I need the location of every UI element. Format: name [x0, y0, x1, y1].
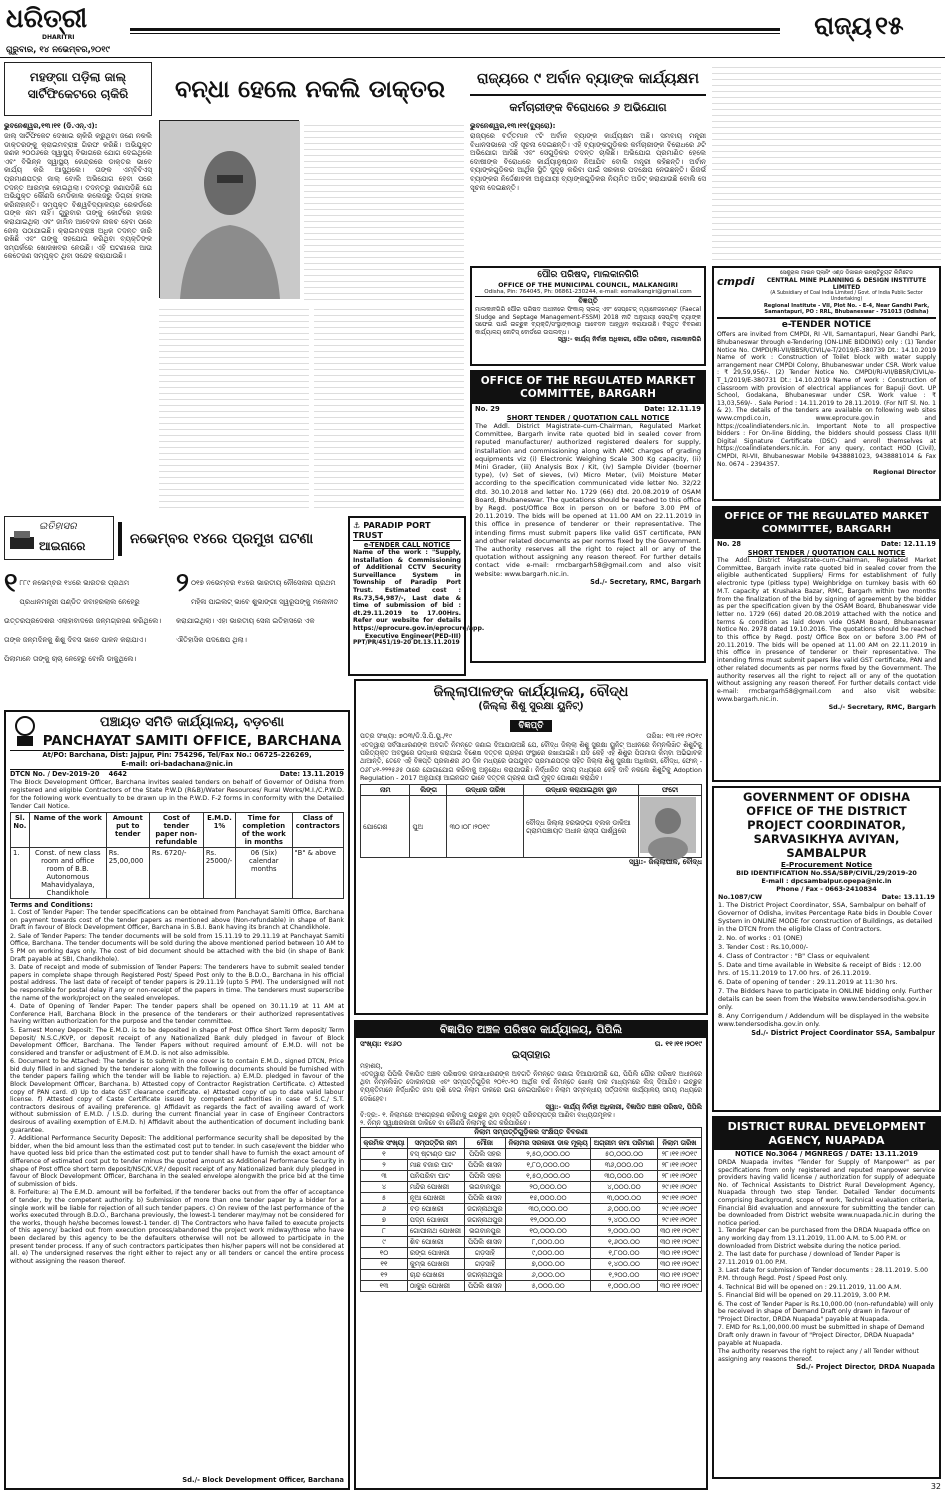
nuapada-notice-no: NOTICE No.3064 / MGNREGS / DATE: 13.11.2019: [734, 1150, 919, 1158]
ad-rmc-bargarh-29: [470, 370, 706, 663]
anchor-icon: ⚓: [353, 520, 361, 530]
pipili-td: ୨,୦୦୦.୦୦: [591, 1225, 657, 1236]
bank-body: ରାଜ୍ୟରେ ବର୍ତ୍ତମାନ ୯ଟି ଅର୍ବାନ ବ୍ୟାଙ୍କ କାର୍ଯ୍ୟକ୍ଷମ ଅଛି। ସମବାୟ ମନ୍ତ୍ରୀ ବିଧାନସଭାରେ ଏହି ସୂଚନା ଦେଇଛନ୍ତି। ଏହି ବ୍ୟାଙ୍କଗୁଡ଼ିକର କର୍ମଚାରୀଙ୍କ ବିରୋଧରେ ୬ଟି ଅଭିଯୋଗ ଆସିଛି ଏବଂ ସେଗୁଡ଼ିକର ତଦନ୍ତ ଚାଲିଛି। ଅଭିଯୋଗ ପ୍ରମାଣିତ ହେଲେ ଦୋଷୀଙ୍କ ବିରୋଧରେ କାର୍ଯ୍ୟାନୁଷ୍ଠାନ ନିଆଯିବ ବୋଲି ମନ୍ତ୍ରୀ କହିଛନ୍ତି। ଅର୍ବାନ ବ୍ୟାଙ୍କଗୁଡ଼ିକର ଆର୍ଥିକ ସ୍ଥିତି ସୁଦୃଢ଼ କରିବା ପାଇଁ ସରକାର ପଦକ୍ଷେପ ନେଉଛନ୍ତି। ରିଜର୍ଭ ବ୍ୟାଙ୍କର ନିର୍ଦ୍ଦେଶାବଳୀ ଅନୁଯାୟୀ ବ୍ୟାଙ୍କଗୁଡ଼ିକର ନିୟମିତ ଅଡିଟ୍‌ କରାଯାଉଛି ବୋଲି ସେ ସୂଚନା ଦେଇଛନ୍ତି।: [470, 132, 706, 192]
pipili-td: ୭: [361, 1214, 408, 1225]
nuapada-item: 4. Technical Bid will be opened on : 29.11.2019, 11.00 A.M.: [718, 1283, 902, 1291]
pipili-note2: ୨. ନିମ୍ନ ସ୍ୱାକ୍ଷରକାରୀ ଡାକିବେ ବା କୌଣସି ନିଲାମକୁ ରଦ୍ଦ କରିପାରିବେ।: [360, 1118, 531, 1127]
pipili-td: ୧୧: [361, 1258, 408, 1269]
malkangiri-notice-label: ବିଜ୍ଞପ୍ତି: [578, 297, 598, 305]
barchana-terms-title: Terms and Conditions:: [10, 901, 93, 909]
nuapada-item: 5. Financial Bid will be opened on 29.11.2019, 3.00 P.M.: [718, 1292, 891, 1300]
pipili-td: ୩୦,୦୦୦.୦୦: [591, 1170, 657, 1181]
pipili-td: ୯,୦୦୦.୦୦: [505, 1247, 590, 1258]
barchana-term: 7. Additional Performance Security Deposit: The additional performance security shall be deposited by the bidder, when the bid amount less than the estimated cost put to tender. In such case/event the bidder who have quoted less bid price than the estimated cost put to tender shall have to furnish the exact amount of difference of estimated cost put to tender minus the quoted amount as Additional Performance Security in shape of Post office short term deposit/NSC/K.V.P./ deposit receipt of any Nationalized bank duly pledged in favour of Block Development Officer, Barchana in the sealed envelope alongwith the price bid at the time of submission of bids.: [10, 1135, 344, 1188]
sambalpur-no: No.1087/CW: [718, 893, 763, 901]
paradip-sign: Executive Engineer(PED-III): [364, 632, 461, 640]
barchana-th: E.M.D. 1%: [203, 813, 235, 848]
pipili-td: ୪: [361, 1181, 408, 1192]
sambalpur-subtitle: E-Procurement Notice: [780, 860, 873, 869]
sambalpur-email: E-mail : dpcsambalpur.opepa@nic.in: [761, 877, 892, 885]
barchana-date: Date: 13.11.2019: [279, 770, 344, 778]
pipili-td: ୩୦।୧୧।୨୦୧୯: [657, 1258, 701, 1269]
story-body-col3: [159, 304, 309, 512]
pipili-td: ପିପିଲି ସହର: [464, 1148, 505, 1159]
pipili-td: ୨୮।୧୧।୨୦୧୯: [657, 1148, 701, 1159]
pipili-note1: ବି:ଦ୍ର:- ୧. ନିଲାମରେ ଅଂଶଗ୍ରହଣ କରିବାକୁ ଇଚ୍ଛୁକ ଥିବା ବ୍ୟକ୍ତି ପରିଚୟପତ୍ର ଆଣିବା ବାଧ୍ୟତାମୂଳକ।: [360, 1110, 615, 1119]
story-continuation: [712, 62, 941, 262]
barchana-term: 4. Date of Opening of Tender Paper: The tender papers shall be opened on 30.11.19 at 11 AM at Conference Hall, Barchana Block in the presence of the tenderers or their authorized representatives having written authorization for the purpose and the tender committee.: [10, 1003, 344, 1026]
barchana-term: 2. Sale of Tender Papers: The tender documents will be sold from 15.11.19 to 29.11.19 at Panchayat Samiti Office, Barchana. The tender documents will be sold during the above mentioned period between 10 AM to 5 PM on working days only. The cost of bid document should be attached with the bid (in shape of Bank Draft payable at SBI, Chandikhole).: [10, 932, 344, 963]
newspaper-logo-sub: DHARITRI: [42, 34, 75, 41]
pipili-table-row: [361, 1170, 702, 1181]
pipili-date: ତା. ୧୧।୧୧।୨୦୧୯: [654, 1040, 702, 1048]
story-body-col4: [314, 304, 464, 512]
sambalpur-item: 5. Date and time available in Website & receipt of Bids : 12.00 hrs. of 15.11.2019 to 17.00 hrs. of 26.11.2019.: [718, 961, 922, 977]
pipili-td: ପିପିଲି ଶାସନ: [464, 1159, 505, 1170]
barchana-td: 06 (Six) calendar months: [236, 848, 292, 899]
pipili-th: ସମ୍ପତ୍ତିର ନାମ: [407, 1137, 464, 1148]
nuapada-outro: The authority reserves the right to reject any / all Tender without assigning any reasons thereof.: [718, 1348, 919, 1363]
pipili-td: ୧,୫୦,୦୦୦.୦୦: [505, 1170, 590, 1181]
cmpdi-notice-title: e-TENDER NOTICE: [781, 320, 872, 331]
cmpdi-address: Regional Institute - VII, Plot No. - E-4, Near Gandhi Park,: [763, 302, 930, 309]
pipili-td: ୨,୫୦,୦୦୦.୦୦: [505, 1148, 590, 1159]
pipili-td: ୩୦,୦୦୦.୦୦: [505, 1203, 590, 1214]
pipili-td: ୧୫,୦୦୦.୦୦: [505, 1192, 590, 1203]
story-headline: ବନ୍ଧା ହେଲେ ନକଲି ଡାକ୍ତର: [174, 75, 446, 103]
history-item-1: [4, 570, 169, 706]
pipili-table-row: [361, 1247, 702, 1258]
boudh-td: ଯୋଗେଶ: [361, 796, 410, 858]
newspaper-logo: ଧରିତ୍ରୀ: [6, 4, 88, 34]
nuapada-sign: Sd./- Project Director, DRDA Nuapada: [796, 1363, 935, 1372]
history-logo-line1: ଇତିହାସର: [39, 521, 77, 532]
section-name: ରାଜ୍ୟ: [814, 11, 872, 40]
boudh-td: ପୁଅ: [410, 796, 447, 858]
barchana-title-en: PANCHAYAT SAMITI OFFICE, BARCHANA: [42, 733, 342, 749]
pipili-td: ଗୋପୀନାଥ ପୋଖରୀ: [407, 1225, 464, 1236]
pipili-td: ଭଗବାନପୁର: [464, 1225, 505, 1236]
ad-paradip-port: [348, 516, 485, 676]
pipili-td: ୩୦।୧୧।୨୦୧୯: [657, 1236, 701, 1247]
pipili-td: ୬: [361, 1203, 408, 1214]
story-urban-bank: [470, 62, 706, 262]
barchana-th: Sl. No.: [11, 813, 30, 848]
pipili-table: [360, 1137, 702, 1292]
pipili-td: କୁମ୍ଭ ପୋଖରୀ: [407, 1258, 464, 1269]
person-photo-icon: [160, 121, 300, 299]
pipili-td: ୨୮।୧୧।୨୦୧୯: [657, 1170, 701, 1181]
sambalpur-item: 1. The District Project Coordinator, SSA, Sambalpur on behalf of Governor of Odisha, invites Percentage Rate bids in Double Cover System in ONLINE MODE for construction of Buildings, as detailed in the DTCN from the eligible Class of Contractors.: [718, 901, 933, 933]
boudh-th: ଉଦ୍ଧାର କରାଯାଇଥିବା ସ୍ଥାନ: [524, 785, 639, 796]
barchana-email: E-mail: ori-badachana@nic.in: [10, 760, 344, 770]
typewriter-icon: [9, 529, 35, 551]
story-body-col1: ଜାଲ୍‌ ସାର୍ଟିଫିକେଟ ଦେଖାଇ ଚାକିରି କରୁଥିବା ଜଣେ ନକଲି ଡାକ୍ତରଙ୍କୁ କ୍ରାଇମବ୍ରାଞ୍ଚ ଗିରଫ କରିଛି। ଅଭିଯୁକ୍ତ ଜଣକ ୨୦୦୬ରେ ସ୍ୱାସ୍ଥ୍ୟ ବିଭାଗରେ ଯୋଗ ଦେଇଥିଲେ ଏବଂ ବିଭିନ୍ନ ସ୍ୱାସ୍ଥ୍ୟ କେନ୍ଦ୍ରରେ ଡାକ୍ତର ଭାବେ କାର୍ଯ୍ୟ କରି ଆସୁଥିଲେ। ତାଙ୍କ ଏମ୍‌ବିବିଏସ୍‌ ପ୍ରମାଣପତ୍ର ଜାଲ୍‌ ବୋଲି ଅଭିଯୋଗ ହେବା ପରେ ତଦନ୍ତ ଆରମ୍ଭ ହୋଇଥିଲା। ତଦନ୍ତରୁ ଜଣାପଡ଼ିଛି ଯେ ଅଭିଯୁକ୍ତ କୌଣସି ମେଡିକାଲ କଲେଜରୁ ଡିଗ୍ରୀ ହାସଲ କରିନାହାନ୍ତି। ସମ୍ପୃକ୍ତ ବିଶ୍ୱବିଦ୍ୟାଳୟର ରେକର୍ଡରେ ତାଙ୍କ ନାମ ନାହିଁ। ଗୁରୁବାର ତାଙ୍କୁ କୋର୍ଟରେ ହାଜର କରାଯାଇଥିଲା ଏବଂ ଜାମିନ ଆବେଦନ ନାକଚ ହେବା ପରେ ଜେଲ୍‌ ପଠାଯାଇଛି। କ୍ରାଇମବ୍ରାଞ୍ଚ ଅଧିକ ତଦନ୍ତ ଜାରି ରଖିଛି ଏବଂ ତାଙ୍କୁ ସହଯୋଗ କରିଥିବା ବ୍ୟକ୍ତିଙ୍କ ସମ୍ପର୍କରେ ଖୋଜଖବର ନେଉଛି। ଏହି ଘଟଣାରେ ଆଉ କେତେଜଣ ସମ୍ପୃକ୍ତ ଥିବା ସନ୍ଦେହ କରାଯାଉଛି।: [4, 132, 152, 261]
pipili-td: ୧,୨୦୦.୦୦: [591, 1269, 657, 1280]
story-body-col2: [304, 120, 464, 300]
history-title: ନଭେମ୍ବର ୧୪ରେ ପ୍ରମୁଖ ଘଟଣା: [118, 522, 344, 556]
pipili-table-row: [361, 1181, 702, 1192]
rmc1-sign: Sd./- Secretary, RMC, Bargarh: [590, 577, 701, 586]
pipili-title: ବିଜ୍ଞାପିତ ଅଞ୍ଚଳ ପରିଷଦ କାର୍ଯ୍ୟାଳୟ, ପିପିଲି: [356, 1022, 706, 1038]
barchana-term: 3. Date of receipt and mode of submission of Tender Papers: The tenderers have to submit sealed tender papers in complete shape through Registered Post/ Speed Post only to the B.D.O., Barchana in his official postal address. The last date of receipt of tender papers is 29.11.19 (upto 5 PM). The undersigned will not be responsible for postal delay if any or non-receipt of the papers in time. The tenderers must superscribe the name of the work/project on the sealed envelopes.: [10, 964, 344, 1002]
pipili-table-row: [361, 1192, 702, 1203]
paradip-title: [353, 520, 461, 541]
sambalpur-item: 2. No. of works : 01 (ONE): [718, 934, 803, 942]
paradip-subtitle: e-TENDER CALL NOTICE: [363, 541, 451, 549]
pipili-td: ୬,୦୦୦.୦୦: [591, 1203, 657, 1214]
ad-malkangiri: [470, 266, 706, 366]
pipili-td: ୧୦: [361, 1247, 408, 1258]
rmc2-body: The Addl. District Magistrate-cum-Chairman, Regulated Market Committee, Bargarh invite rate quoted bid in sealed cover from the eligible authenticated Suppliers/ Firms for establishment of fully electronic type (pitless type) Weighbridge on turnkey basis with 60 M.T. capacity at Krushaka Bazar, RMC, Bargarh within two months from the finalization of the bid by signing of agreement by the bidder as per the specification given by the OSAM Board, Bhubaneswar vide letter no. 1729 (66) dated 20.08.2019 attached with the notice and terms & condition as laid down vide OSAM Board, Bhubaneswar Notice No. 2978 dated 19.10.2016. The quotations should be reached to this office by Regd. post/ Office Box on or before 3.00 PM of 20.11.2019. The bids will be opened at 11.00 AM on 22.11.2019 in this office in presence of tenderer or their representative. The intending firms must submit papers like valid GST certificate, PAN and other related documents as per norms fixed by the Government. The authority reserves all the right to reject all or any of the quotation without assigning any reason thereof. For further details contact vide e-mail: rmcbargarh58@gmail.com and also visit website: www.bargarh.nic.in.: [717, 557, 936, 703]
pipili-td: ୬,୦୦୦.୦୦: [505, 1269, 590, 1280]
boudh-th: ନାମ: [361, 785, 410, 796]
pipili-td: ପଦ୍ମ ପୋଖରୀ: [407, 1214, 464, 1225]
rmc1-date: Date: 12.11.19: [644, 405, 701, 413]
barchana-table: [10, 812, 344, 899]
history-item-1-text: ୮୮୯ ନଭେମ୍ବର ୧୪ରେ ଭାରତର ପ୍ରଥମ ପ୍ରଧାନମନ୍ତ୍ରୀ ପଣ୍ଡିତ ଜବାହରଲାଲ ନେହେରୁ ଉତ୍ତରପ୍ରଦେଶର ଏଲାହାବାଦରେ ଜନ୍ମଗ୍ରହଣ କରିଥିଲେ। ତାଙ୍କ ଜନ୍ମଦିନକୁ ଶିଶୁ ଦିବସ ଭାବେ ପାଳନ କରାଯାଏ। ପିଲାମାନେ ତାଙ୍କୁ ଚାଚା ନେହେରୁ ବୋଲି ଡାକୁଥିଲେ।: [4, 579, 162, 663]
story-kicker: ମହଙ୍ଗା ପଡ଼ିଲା ଜାଲ୍‌ ସାର୍ଟିଫିକେଟରେ ଚାକିରି: [4, 62, 152, 116]
page-number: ୧୫: [875, 11, 904, 40]
pipili-td: ୫,୦୦୦.୦୦: [505, 1280, 590, 1291]
sambalpur-sign: Sd./- District Project Coordinator SSA, Sambalpur: [751, 1029, 935, 1037]
barchana-address: At/PO: Barchana, Dist: Jajpur, Pin: 754296, Tel/Fax No.: 06725-226269,: [42, 751, 312, 759]
pipili-td: ଗଡ଼ସାହି: [464, 1258, 505, 1269]
boudh-subtitle: (ଜିଲ୍ଲା ଶିଶୁ ସୁରକ୍ଷା ୟୁନିଟ୍‌): [478, 701, 584, 712]
nuapada-item: 6. The cost of Tender Paper is Rs.10,000.00 (non-refundable) will only be received in shape of Demand Draft only drawn in favour of "Project Director, DRDA Nuapada" payable at Nuapada.: [718, 1300, 934, 1323]
sambalpur-item: 3. Tender Cost : Rs.10,000/-: [718, 943, 809, 951]
barchana-th: Name of the work: [29, 813, 106, 848]
masthead-rule: [130, 28, 780, 31]
pipili-table-row: [361, 1280, 702, 1291]
pipili-td: ଭଗବାନପୁର: [464, 1181, 505, 1192]
sambalpur-title: GOVERNMENT OF ODISHA OFFICE OF THE DISTRICT PROJECT COORDINATOR, SARVASIKHYA AVIYAN, SAMBALPUR: [743, 790, 910, 860]
pipili-body: ଏତଦ୍ୱାରା ପିପିଲି ବିଜ୍ଞାପିତ ଅଞ୍ଚଳ ପରିଷଦର ଜନସାଧାରଣଙ୍କ ଅବଗତି ନିମନ୍ତେ ଜଣାଇ ଦିଆଯାଉଅଛି ଯେ, ପିପିଲି ପୌର ପରିଷଦ ଅଧୀନରେ ଥିବା ନିମ୍ନଲିଖିତ ଦୋକାନଘର ଏବଂ ସମ୍ପତ୍ତିଗୁଡ଼ିକ ୨୦୧୯-୨୦ ଆର୍ଥିକ ବର୍ଷ ନିମନ୍ତେ ଖୋଲା ଡାକ ମାଧ୍ୟମରେ ଲିଜ୍‌ ଦିଆଯିବ। ଇଚ୍ଛୁକ ବ୍ୟକ୍ତିମାନେ ନିର୍ଦ୍ଧାରିତ ଜମା ରାଶି ଦେଇ ନିଲାମ ଡାକରେ ଭାଗ ନେଇପାରିବେ। ନିଲାମ ସମ୍ବନ୍ଧୀୟ ସର୍ତ୍ତାବଳୀ କାର୍ଯ୍ୟାଳୟ ସମୟ ମଧ୍ୟରେ ଦେଖିହେବ।: [360, 1070, 702, 1103]
boudh-th: ଲିଙ୍ଗ: [410, 785, 447, 796]
pipili-sign: ସ୍ୱା:- କାର୍ଯ୍ୟ ନିର୍ବାହୀ ଅଧିକାରୀ, ବିଜ୍ଞାପିତ ଅଞ୍ଚଳ ପରିଷଦ, ପିପିଲି: [545, 1102, 702, 1111]
pipili-td: ୧,୪୦୦.୦୦: [591, 1258, 657, 1269]
barchana-sign: Sd./- Block Development Officer, Barchana: [182, 1476, 344, 1484]
nuapada-title: DISTRICT RURAL DEVELOPMENT AGENCY, NUAPADA: [714, 1118, 939, 1150]
barchana-td: 1.: [11, 848, 30, 899]
pipili-table-row: [361, 1236, 702, 1247]
barchana-td: Const. of new class room and office room of B.B. Autonomous Mahavidyalaya, Chandikhole: [29, 848, 106, 899]
pipili-td: ବସ୍‌ ଷ୍ଟାଣ୍ଡ ଘାଟ: [407, 1148, 464, 1159]
paradip-body: Name of the work : "Supply, Installation & Commissioning of Additional CCTV Security Surveillance System in Township of Paradip Port Trust. Estimated cost : Rs.73,54,987/-, Last date & time of submission of bid : dt.29.11.2019 to 17.00Hrs. Refer our website for details https://eprocure.gov.in/eprocure/app.: [353, 549, 485, 632]
pipili-salutation: ମହାଶୟ,: [360, 1062, 383, 1070]
pipili-ref: ସଂଖ୍ୟା: ୧୪୬୦: [360, 1040, 402, 1048]
history-item-1-year: ୧: [4, 568, 18, 598]
barchana-th: Time for completion of the work in months: [236, 813, 292, 848]
barchana-term: 5. Earnest Money Deposit: The E.M.D. is to be deposited in shape of Post Office Short Term deposit/ Term Deposit/ N.S.C./KVP, or deposit receipt of any Nationalized Bank duly pledged in favour of Block Development Officer, Barchana. The Tender Papers without required amount of E.M.D. will not be considered and transfer or adjustment of E.M.D. is not also admissible.: [10, 1026, 344, 1057]
ad-drda-nuapada: [712, 1116, 941, 1479]
boudh-td: ବୌଦ୍ଧ ଜିଲ୍ଲା ହରଭଙ୍ଗା ବ୍ଲକ ଡାଳିଆ ଗ୍ରାମପଞ୍ଚାୟତ ଅଧୀନ ରାସ୍ତା ପାର୍ଶ୍ୱରେ: [524, 796, 639, 858]
pipili-table-row: [361, 1214, 702, 1225]
barchana-td: Rs. 6720/-: [149, 848, 203, 899]
barchana-term: 1. Cost of Tender Paper: The tender specifications can be obtained from Panchayat Samiti Office, Barchana on payment towards cost of the tender papers as mentioned above (Non-refundable) in shape of Bank Draft in favour of Block Development Officer, Barchana in S.B.I. Bank having its branch at Chandikhole.: [10, 909, 344, 932]
pipili-notice-label: ଇସ୍ତାହାର: [511, 1050, 551, 1061]
boudh-body: ଏତଦ୍ୱାରା ସର୍ବସାଧାରଣଙ୍କ ଅବଗତି ନିମନ୍ତେ ଜଣାଇ ଦିଆଯାଉଅଛି ଯେ, ବୌଦ୍ଧ ଜିଲ୍ଲା ଶିଶୁ ସୁରକ୍ଷା ୟୁନିଟ୍‌ ଅଧୀନରେ ନିମ୍ନଲିଖିତ ଶିଶୁଟିକୁ ପରିତ୍ୟକ୍ତ ଅବସ୍ଥାରେ ଉଦ୍ଧାର କରାଯାଇ ବିଶେଷ ଦତ୍ତକ ଗ୍ରହଣ ସଂସ୍ଥାରେ ରଖାଯାଇଛି। ଯଦି କେହି ଏହି ଶିଶୁର ପିତାମାତା କିମ୍ବା ଅଭିଭାବକ ଥାଆନ୍ତି, ତେବେ ଏହି ବିଜ୍ଞପ୍ତି ପ୍ରକାଶର ୬୦ ଦିନ ମଧ୍ୟରେ ଉପଯୁକ୍ତ ପ୍ରମାଣପତ୍ର ସହିତ ଜିଲ୍ଲା ଶିଶୁ ସୁରକ୍ଷା ଅଧିକାରୀ, ବୌଦ୍ଧ, ଫୋନ୍‌ - ୦୬୮୪୧-୨୨୨୫୬୫ ଠାରେ ଯୋଗାଯୋଗ କରିବାକୁ ଅନୁରୋଧ କରାଯାଉଛି। ନିର୍ଦ୍ଧାରିତ ସମୟ ମଧ୍ୟରେ କେହି ଦାବି ନକଲେ ଶିଶୁଟିକୁ Adoption Regulation - 2017 ଅନୁଯାୟୀ ଆଇନଗତ ଭାବେ ଦତ୍ତକ ଗ୍ରହଣ ପାଇଁ ମୁକ୍ତ ଘୋଷଣା କରାଯିବ।: [360, 741, 702, 782]
nuapada-item: 7. EMD for Rs.1,00,000.00 must be submitted in shape of Demand Draft only drawn in favour of "Project Director, DRDA Nuapada" payable at Nuapada.: [718, 1324, 925, 1347]
pipili-th: ନିଲାମର ସରକାରୀ ଡାକ ମୂଲ୍ୟ: [505, 1137, 590, 1148]
pipili-td: ୪,୦୦୦.୦୦: [591, 1181, 657, 1192]
pipili-td: ୩୦।୧୧।୨୦୧୯: [657, 1225, 701, 1236]
barchana-no-text: DTCN No. / Dev-2019-20: [10, 770, 100, 778]
pipili-td: ୧,୮୦,୦୦୦.୦୦: [505, 1159, 590, 1170]
pipili-td: ପନିପରିବା ଘାଟ: [407, 1170, 464, 1181]
pipili-td: ୧,୦୦୦.୦୦: [591, 1280, 657, 1291]
history-box: [4, 516, 344, 706]
sambalpur-item: 4. Class of Contractor : "B" Class or equivalent: [718, 952, 870, 960]
pipili-td: ୧,୬୦୦.୦୦: [591, 1236, 657, 1247]
boudh-td: ୩୦।୦୮।୨୦୧୯: [447, 796, 524, 858]
ad-nac-pipili: [354, 1020, 708, 1490]
pipili-td: ପିପିଲି ଶାସନ: [464, 1280, 505, 1291]
history-logo-line2: ଆଇନାରେ: [39, 539, 86, 553]
ad-collector-boudh: [354, 679, 708, 1015]
pipili-td: ଜଗନ୍ନାଥପୁର: [464, 1214, 505, 1225]
sambalpur-bid-id: BID IDENTIFICATION No.SSA/SBP/CIVIL/29/2019-20: [736, 869, 917, 877]
pipili-table-row: [361, 1203, 702, 1214]
malkangiri-title-en: OFFICE OF THE MUNICIPAL COUNCIL, MALKANGIRI: [498, 281, 678, 289]
barchana-intro: The Block Development Officer, Barchana invites sealed tenders on behalf of Governor of Odisha from registered and eligible Contractors of the State P.W.D (R&B)/Water Resources/ Rural Works/M.I./C.P.W.D. for the following work eventually to be drawn up in the P.W.D. F-2 forms in conformity with the Detailed Tender Call Notice.: [10, 778, 344, 810]
pipili-td: ୧,୮୦୦.୦୦: [591, 1247, 657, 1258]
ad-barchana: [4, 710, 350, 1490]
masthead-rule-thin: [130, 33, 780, 34]
pipili-th: ମୌଜା: [464, 1137, 505, 1148]
pipili-th: କ୍ରମିକ ସଂଖ୍ୟା: [361, 1137, 408, 1148]
history-item-2: [176, 570, 344, 706]
boudh-th: ଉଦ୍ଧାର ତାରିଖ: [447, 785, 524, 796]
boudh-ref: ପତ୍ର ସଂଖ୍ୟା: ୭୦୩/ଡି.ସି.ପି.ୟୁ./୧୯: [360, 732, 453, 740]
pipili-td: ୧୩: [361, 1280, 408, 1291]
story-dateline: ଭୁବନେଶ୍ୱର,୧୩।୧୧ (ଡି.ଏନ୍‌.ଏ):: [4, 122, 98, 130]
history-item-2-year: ୨: [176, 568, 189, 598]
pipili-td: ୮,୦୦୦.୦୦: [505, 1236, 590, 1247]
sambalpur-date: Date: 13.11.19: [881, 893, 935, 901]
pipili-td: ରଙ୍ଗ ପୋଖରୀ: [407, 1247, 464, 1258]
story-fake-doctor: [4, 62, 464, 512]
pipili-td: ପିପିଲି ଶାସନ: [464, 1192, 505, 1203]
pipili-td: ନୂଆ ପୋଖରୀ: [407, 1192, 464, 1203]
pipili-td: ୨,୪୦୦.୦୦: [591, 1214, 657, 1225]
barchana-term: 8. Forfeiture: a) The E.M.D. amount will be forfeited, if the tenderer backs out from the offer of acceptance of tender, by the competent authority. b) Submission of more than one tender paper by a bidder for a single work will be liable for rejection of all such tender papers. c) On review of the last performance of the works executed through B.D.O., Barchana previously, the lowest-1 tenderer may/may not be considered for the works, though he/she becomes lowest-1 tender. d) The Contractors who have failed to execute projects of this agency/ backed out from execution process/abandoned the project work midway/those who have been declared by this agency to be the defaulters otherwise will not be allowed to participate in the present tender process. If any of such contractors participates then his/her papers will not be considered at all. e) The undersigned reserves the right either to reject any or all tenders or cancel the entire process without assigning the reason thereof.: [10, 1189, 344, 1265]
pipili-td: ୩୬,୦୦୦.୦୦: [591, 1159, 657, 1170]
history-item-2-text: ୦୧୭ ନଭେମ୍ବର ୧୪ରେ ଭାରତୀୟ ନୌସେନାର ପ୍ରଥମ ମହିଳା ପାଇଲଟ୍‌ ଭାବେ ଶୁଭାଙ୍ଗୀ ସ୍ୱରୂପଙ୍କୁ ମନୋନୀତ କରାଯାଇଥିଲା। ଏହା ଭାରତୀୟ ସେନା ଇତିହାସରେ ଏକ ଐତିହାସିକ ପଦକ୍ଷେପ ଥିଲା।: [176, 579, 339, 644]
cmpdi-sign: Regional Director: [872, 468, 936, 477]
nuapada-items: [718, 1227, 935, 1347]
pipili-td: ୨୮।୧୧।୨୦୧୯: [657, 1159, 701, 1170]
barchana-title-od: ପଞ୍ଚାୟତ ସମିତି କାର୍ଯ୍ୟାଳୟ, ବଡ଼ଚଣା: [100, 715, 284, 730]
pipili-td: ପିପିଲି ଶାସନ: [464, 1236, 505, 1247]
rmc1-no: No. 29: [475, 405, 500, 413]
ad-ssa-sambalpur: [712, 786, 941, 1112]
pipili-table-row: [361, 1159, 702, 1170]
cmpdi-org-en: CENTRAL MINE PLANNING & DESIGN INSTITUTE LIMITED: [766, 276, 927, 291]
boudh-sign: ସ୍ୱା:- ଜିଲ୍ଲାପାଳ, ବୌଦ୍ଧ: [629, 858, 702, 867]
paradip-title-text: PARADIP PORT TRUST: [353, 520, 431, 540]
pipili-td: ୯: [361, 1236, 408, 1247]
boudh-date: ତାରିଖ: ୧୩।୧୧।୨୦୧୯: [646, 732, 702, 740]
pipili-td: ଚାନ୍ଦ ପୋଖରୀ: [407, 1269, 464, 1280]
nuapada-item: 3. Last date for submission of Tender documents : 28.11.2019. 5.00 P.M. through Regd. Post / Speed Post only.: [718, 1267, 929, 1282]
barchana-term: 6. Document to be Attached: The tender is to submit in one cover is to contain E.M.D., signed DTCN, Price bid duly filled in and signed by the tenderer along with the following documents should be furnished with the tender papers failing which the tender will be liable to rejection. a) E.M.D. pledged in favour of the Block Development Officer, Barchana. b) Attested copy of Contractor Registration Certificate. c) Attested copy of PAN card. d) Up to date GST clearance certificate. e) Attested copy of up to date valid labour license. f) Attested copy of Caste Certificate issued by competent authorities in case of S.C./ S.T. contractors desirous of availing preference. g) Affidavit as regards the fact of availing award of work without submission of E.M.D. / I.S.D. during the current financial year in case of Engineer Contractors desirous of availing exemption of E.M.D. h) Affidavit about the authentication of document including bank guarantee.: [10, 1058, 344, 1134]
pipili-td: ୫: [361, 1192, 408, 1203]
nuapada-item: 2. The last date for purchase / download of Tender Paper is 27.11.2019 01.00 P.M.: [718, 1251, 901, 1266]
pipili-td: ୨: [361, 1159, 408, 1170]
rmc2-date: Date: 12.11.19: [880, 540, 936, 548]
cmpdi-address2: Samantapuri, PO : RRL, Bhubaneswar - 751013 (Odisha): [764, 309, 929, 315]
boudh-photo-cell: [639, 796, 702, 858]
pipili-table-row: [361, 1148, 702, 1159]
nuapada-item: 1. Tender Paper can be purchased from the DRDA Nuapada office on any working day from 13.11.2019, 11.00 A.M. to 5.00 P.M. or downloaded from District website during the notice period.: [718, 1227, 930, 1250]
cmpdi-body: Offers are invited from CMPDI, RI -VII, Samantapuri, Near Gandhi Park, Bhubaneswar through e-Tendering (ON-LINE BIDDING) only : (1) Tender Notice No. CMPDI/RI-VII/BBSR/CIVIL/e-T/2019/E-380739 Dt.: 14.10.2019 Name of work : Construction of Toilet block with water supply arrangement near CMPDI Colony, Bhubaneswar under CSR. Work value : ₹ 29,59,956/-. (2) Tender Notice No. CMPDI/RI-VII/BBSR/CIVIL/e-T_1/2019/E-380731 Dt.: 14.10.2019 Name of work : Construction of classroom with provision of electrical appliances for Bapuji Govt. UP School, Godakana, Bhubaneswar under CSR. Work value : ₹ 13,03,569/- . Sale Period : 14.11.2019 to 28.11.2019. (For NIT Sl. No. 1 & 2). The details of the tenders are available on following web sites www.cmpdi.co.in, www.eprocure.gov.in and https://coalindiatenders.nic.in. Important Note to all prospective bidders : For On-line Bidding, the bidders should possess Class II/III Digital Signature Certificate (DSC) and enroll themselves at https://coalindiatenders.nic.in. For any query, contact HOD (Civil), CMPDI, RI-VII, Bhubaneswar Mobile 9438881023, 9438881014 & Fax No. 0674 - 2394357.: [717, 331, 936, 468]
pipili-td: ୨୯।୧୧।୨୦୧୯: [657, 1192, 701, 1203]
boudh-notice-label: ବିଜ୍ଞପ୍ତି: [510, 720, 551, 732]
pipili-td: ଜଗନ୍ନାଥପୁର: [464, 1203, 505, 1214]
malkangiri-contact: Odisha, Pin: 764045, Ph: 06861-230244, e-mail: eomalkangiri@gmail.com: [475, 289, 701, 297]
barchana-terms: [10, 909, 344, 1265]
pipili-td: ୧: [361, 1148, 408, 1159]
cmpdi-org-od: ସେଣ୍ଟ୍ରାଲ ମାଇନ ପ୍ଲାନିଂ ଏଣ୍ଡ ଡିଜାଇନ ଇନ୍‌ଷ୍ଟିଚ୍ୟୁଟ ଲିମିଟେଡ: [779, 270, 913, 276]
child-photo-icon: [640, 797, 696, 853]
pipili-td: ୩୦।୧୧।୨୦୧୯: [657, 1269, 701, 1280]
bank-subhead: କର୍ମଚାରୀଙ୍କ ବିରୋଧରେ ୬ ଅଭିଯୋଗ: [509, 101, 667, 114]
paradip-ref: PPT/PR/451/19-20 Dt.13.11.2019: [353, 640, 460, 647]
cmpdi-logo: cmpdi: [717, 275, 755, 288]
pipili-td: ୩,୦୦୦.୦୦: [591, 1192, 657, 1203]
barchana-th: Amount put to tender: [106, 813, 149, 848]
pipili-td: ପିପିଲି ସହର: [464, 1170, 505, 1181]
story-photo: [159, 120, 299, 298]
history-logo: [4, 516, 114, 560]
pipili-td: ୩୦।୧୧।୨୦୧୯: [657, 1280, 701, 1291]
pipili-td: ୧୦,୦୦୦.୦୦: [505, 1225, 590, 1236]
rmc2-sign: Sd./- Secretary, RMC, Bargarh: [828, 703, 936, 712]
sambalpur-item: 6. Date of opening of tender : 29.11.2019 at 11:30 hrs.: [718, 978, 898, 986]
pipili-table-row: [361, 1269, 702, 1280]
pipili-td: ଗଡ଼ସାହି: [464, 1247, 505, 1258]
pipili-td: ୧୨: [361, 1269, 408, 1280]
pipili-td: ଠାକୁର ପୋଖରୀ: [407, 1280, 464, 1291]
pipili-table-row: [361, 1225, 702, 1236]
pipili-td: ୩୦।୧୧।୨୦୧୯: [657, 1247, 701, 1258]
malkangiri-title-od: ପୌର ପରିଷଦ, ମାଲକାନଗିରି: [537, 270, 639, 280]
masthead-bottom-rule: [0, 57, 945, 58]
cmpdi-org-sub: (A Subsidiary of Coal India Limited / Govt. of India Public Sector Undertaking): [770, 290, 923, 302]
barchana-th: Class of contractors: [292, 813, 343, 848]
barchana-td: Rs. 25,00,000: [106, 848, 149, 899]
rmc2-subtitle: SHORT TENDER / QUOTATION CALL NOTICE: [747, 549, 906, 557]
barchana-td: "B" & above: [292, 848, 343, 899]
odisha-emblem-icon: [10, 714, 40, 750]
rmc2-title: OFFICE OF THE REGULATED MARKET COMMITTEE, BARGARH: [714, 508, 939, 539]
pipili-table-row: [361, 1258, 702, 1269]
pipili-td: ୨୯।୧୧।୨୦୧୯: [657, 1203, 701, 1214]
rmc1-subtitle: SHORT TENDER / QUOTATION CALL NOTICE: [506, 414, 670, 422]
footer-page-number: 32: [930, 1482, 941, 1491]
sambalpur-item: 7. The Bidders have to participate in ONLINE bidding only. Further details can be seen from the Website www.tendersodisha.gov.in only.: [718, 987, 933, 1011]
pipili-td: ୮: [361, 1225, 408, 1236]
pipili-td: ମାଛ ବଜାର ଘାଟ: [407, 1159, 464, 1170]
bank-headline: ରାଜ୍ୟରେ ୯ ଅର୍ବାନ ବ୍ୟାଙ୍କ କାର୍ଯ୍ୟକ୍ଷମ: [470, 62, 706, 96]
pipili-td: ୨୯।୧୧।୨୦୧୯: [657, 1214, 701, 1225]
pipili-td: ଶିବ ପୋଖରୀ: [407, 1236, 464, 1247]
pipili-td: ୨୯।୧୧।୨୦୧୯: [657, 1181, 701, 1192]
pipili-td: ୫୦,୦୦୦.୦୦: [591, 1148, 657, 1159]
pipili-td: ଜଗନ୍ନାଥପୁର: [464, 1269, 505, 1280]
pipili-table-title: ନିଲାମ ସମ୍ପତ୍ତିଗୁଡ଼ିକର ସଂକ୍ଷିପ୍ତ ବିବରଣୀ: [360, 1127, 702, 1137]
boudh-th: ଫଟୋ: [639, 785, 702, 796]
pipili-td: ମନ୍ଦିର ପୋଖରୀ: [407, 1181, 464, 1192]
ad-cmpdi: [712, 266, 941, 501]
barchana-th: Cost of tender paper non-refundable: [149, 813, 203, 848]
masthead: [0, 0, 945, 58]
pipili-td: ୨୦,୦୦୦.୦୦: [505, 1181, 590, 1192]
bank-dateline: ଭୁବନେଶ୍ୱର,୧୩।୧୧(ବ୍ୟୁରୋ):: [470, 122, 556, 130]
sambalpur-item: 8. Any Corrigendum / Addendum will be displayed in the website www.tendersodisha.gov.in only.: [718, 1012, 929, 1028]
pipili-td: ବଡ଼ ପୋଖରୀ: [407, 1203, 464, 1214]
malkangiri-sign: ସ୍ୱା:- କାର୍ଯ୍ୟ ନିର୍ବାହୀ ଅଧିକାରୀ, ପୌର ପରିଷଦ, ମାଲକାନଗିରି: [557, 336, 701, 344]
boudh-title: ଜିଲ୍ଲାପାଳଙ୍କ କାର୍ଯ୍ୟାଳୟ, ବୌଦ୍ଧ: [433, 684, 629, 700]
issue-date: ଗୁରୁବାର, ୧୪ ନଭେମ୍ବର,୨୦୧୯: [6, 45, 110, 55]
pipili-td: ୧୨,୦୦୦.୦୦: [505, 1214, 590, 1225]
rmc2-no: No. 28: [717, 540, 742, 548]
barchana-td: Rs. 25000/-: [203, 848, 235, 899]
pipili-td: ୩: [361, 1170, 408, 1181]
pipili-th: ଅଗ୍ରୀମ ଜମା ପରିମାଣ: [591, 1137, 657, 1148]
sambalpur-items: [718, 901, 935, 1028]
boudh-table: [360, 784, 702, 858]
rmc1-title: OFFICE OF THE REGULATED MARKET COMMITTEE, BARGARH: [472, 372, 704, 404]
malkangiri-body: ମାଲକାନଗିରି ପୌର ପରିଷଦ ଅଧୀନରେ ଫିକାଲ୍‌ ସ୍ଲଜ୍‌ ଏବଂ ସେପ୍ଟେଜ୍‌ ମ୍ୟାନେଜମେଣ୍ଟ (Faecal Sludge and Septage Management-FSSM) 2018 ନୀତି ଅନୁଯାୟୀ ସେପ୍ଟିକ୍‌ ଟ୍ୟାଙ୍କ ସଫେଇ ପାଇଁ ଇଚ୍ଛୁକ ବ୍ୟକ୍ତି/ସଂସ୍ଥାଙ୍କଠାରୁ ଆବେଦନ ଆହ୍ୱାନ କରାଯାଉଛି। ବିସ୍ତୃତ ବିବରଣୀ କାର୍ଯ୍ୟାଳୟ ନୋଟିସ୍‌ ବୋର୍ଡରେ ଉପଲବ୍ଧ।: [475, 306, 701, 336]
barchana-no: [10, 770, 127, 778]
nuapada-intro: DRDA Nuapada invites "Tender for Supply of Manpower" as per specifications from only registered and reputed manpower service providers having valid license / authorization for supply of adequate No. of Technical Assistants to District Rural Development Agency, Nuapada through two step Tender. Detailed Tender documents comprising Background, scope of work, Technical evaluation criteria, Financial Bid evaluation and annexure for submitting the tender can be downloaded from District website www.nuapada.nic.in during the notice period.: [718, 1159, 935, 1227]
pipili-th: ନିଲାମ ତାରିଖ: [657, 1137, 701, 1148]
ad-rmc-bargarh-28: [712, 506, 941, 782]
pipili-td: ୭,୦୦୦.୦୦: [505, 1258, 590, 1269]
barchana-no2: 4642: [108, 770, 127, 778]
rmc1-body: The Addl. District Magistrate-cum-Chairman, Regulated Market Committee, Bargarh invite rate quoted bid in sealed cover from reputed manufacturer/ authorized registered dealers for supply, installation and commissioning along with AMC charges of grading equipments viz (i) Electronic Weighing Scale 300 Kg capacity, (ii) Mini Grader, (iii) Analysis Box / Kit, (iv) Sample Divider (boerner type), (v) Set of sieves, (vi) Micro Meter, (vii) Moisture Meter according to the specification communicated vide letter No. 32/22 dtd. 30.10.2018 and letter No. 1729 (66) dtd. 20.08.2019 of OSAM Board, Bhubaneswar. The quotations should be reached to this office by Regd. post/Office Box in person on or before 3.00 PM of 20.11.2019. The bids will be opened at 11.00 AM on 22.11.2019 in this office in presence of tenderer or their representative. The intending firms must submit papers like valid GST certificate, PAN and other related documents as per norms fixed by the Government. The authority reserves all the right to reject all or any of the quotation without assigning any reason thereof. For further details contact vide e-mail: rmcbargarh58@gmail.com and also visit website: www.bargarh.nic.in.: [475, 422, 701, 578]
sambalpur-phone: Phone / Fax - 0663-2410834: [776, 885, 877, 893]
